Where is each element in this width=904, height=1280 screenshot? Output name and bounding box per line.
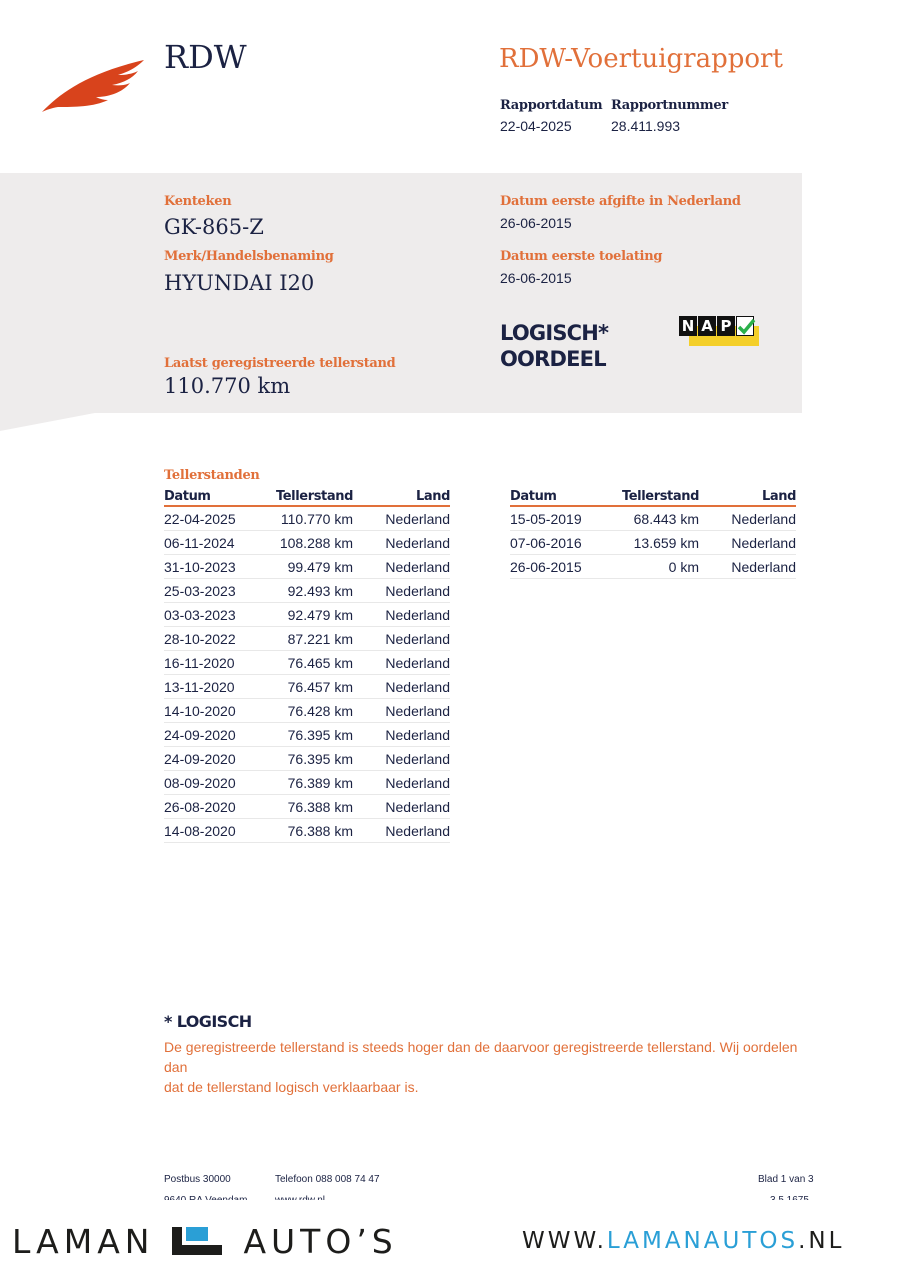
footer-cut-line bbox=[160, 1192, 820, 1200]
table-row bbox=[164, 603, 450, 627]
table-row bbox=[164, 819, 450, 843]
reading-date: 03-03-2023 bbox=[164, 603, 264, 627]
table-row bbox=[164, 555, 450, 579]
reading-odometer: 13.659 km bbox=[610, 531, 699, 555]
reading-date: 13-11-2020 bbox=[164, 675, 264, 699]
reading-odometer: 76.457 km bbox=[264, 675, 353, 699]
reading-country: Nederland bbox=[699, 555, 796, 579]
readings-header-left bbox=[164, 488, 450, 506]
reading-country: Nederland bbox=[353, 723, 450, 747]
reading-odometer: 76.428 km bbox=[264, 699, 353, 723]
reading-country: Nederland bbox=[699, 506, 796, 531]
report-date-value: 22-04-2025 bbox=[500, 118, 572, 134]
reading-country: Nederland bbox=[699, 531, 796, 555]
nap-check-icon bbox=[736, 316, 754, 336]
reading-country: Nederland bbox=[353, 747, 450, 771]
nap-badge bbox=[679, 316, 759, 346]
table-row bbox=[164, 579, 450, 603]
first-nl-label: Datum eerste afgifte in Nederland bbox=[500, 194, 741, 209]
legend-star: * bbox=[164, 1012, 172, 1031]
odometer-label: Laatst geregistreerde tellerstand bbox=[164, 356, 396, 371]
reading-date: 22-04-2025 bbox=[164, 506, 264, 531]
reading-country: Nederland bbox=[353, 627, 450, 651]
table-row bbox=[510, 531, 796, 555]
rdw-wing-icon bbox=[40, 55, 150, 117]
report-number-label: Rapportnummer bbox=[611, 98, 728, 113]
reading-date: 25-03-2023 bbox=[164, 579, 264, 603]
url-prefix: WWW. bbox=[522, 1228, 607, 1254]
reading-odometer: 87.221 km bbox=[264, 627, 353, 651]
table-row bbox=[164, 699, 450, 723]
reading-odometer: 92.479 km bbox=[264, 603, 353, 627]
reading-date: 15-05-2019 bbox=[510, 506, 610, 531]
vehicle-summary-panel bbox=[0, 173, 802, 413]
reading-odometer: 99.479 km bbox=[264, 555, 353, 579]
reading-country: Nederland bbox=[353, 771, 450, 795]
col-odometer: Tellerstand bbox=[610, 488, 699, 506]
reading-date: 16-11-2020 bbox=[164, 651, 264, 675]
nap-letter-n: N bbox=[679, 316, 697, 336]
reading-date: 31-10-2023 bbox=[164, 555, 264, 579]
table-row bbox=[510, 555, 796, 579]
readings-table-right bbox=[510, 488, 796, 579]
make-label: Merk/Handelsbenaming bbox=[164, 249, 334, 264]
footer-phone: Telefoon 088 008 74 47 bbox=[275, 1174, 380, 1185]
table-row bbox=[164, 747, 450, 771]
make-value: HYUNDAI I20 bbox=[164, 271, 315, 295]
table-row bbox=[164, 627, 450, 651]
plate-value: GK-865-Z bbox=[164, 215, 264, 239]
reading-country: Nederland bbox=[353, 579, 450, 603]
reading-country: Nederland bbox=[353, 819, 450, 843]
first-nl-value: 26-06-2015 bbox=[500, 215, 572, 231]
reading-country: Nederland bbox=[353, 506, 450, 531]
table-row bbox=[164, 675, 450, 699]
reading-odometer: 68.443 km bbox=[610, 506, 699, 531]
reading-odometer: 108.288 km bbox=[264, 531, 353, 555]
reading-odometer: 76.395 km bbox=[264, 747, 353, 771]
verdict-line2: OORDEEL bbox=[500, 347, 606, 371]
reading-date: 26-06-2015 bbox=[510, 555, 610, 579]
report-date-label: Rapportdatum bbox=[500, 98, 603, 113]
dealer-logo-part1: LAMAN bbox=[12, 1222, 155, 1261]
rdw-logo bbox=[40, 55, 150, 117]
reading-odometer: 92.493 km bbox=[264, 579, 353, 603]
reading-country: Nederland bbox=[353, 795, 450, 819]
reading-country: Nederland bbox=[353, 603, 450, 627]
nap-letter-a: A bbox=[698, 316, 716, 336]
table-row bbox=[164, 771, 450, 795]
reading-country: Nederland bbox=[353, 531, 450, 555]
dealer-banner bbox=[0, 1200, 904, 1280]
reading-country: Nederland bbox=[353, 651, 450, 675]
table-row bbox=[164, 651, 450, 675]
reading-odometer: 76.389 km bbox=[264, 771, 353, 795]
reading-country: Nederland bbox=[353, 675, 450, 699]
plate-label: Kenteken bbox=[164, 194, 232, 209]
reading-date: 07-06-2016 bbox=[510, 531, 610, 555]
reading-date: 14-10-2020 bbox=[164, 699, 264, 723]
reading-date: 24-09-2020 bbox=[164, 747, 264, 771]
dealer-logo bbox=[12, 1222, 398, 1261]
report-title: RDW-Voertuigrapport bbox=[499, 44, 783, 74]
reading-date: 24-09-2020 bbox=[164, 723, 264, 747]
col-date: Datum bbox=[510, 488, 610, 506]
verdict-line1: LOGISCH* bbox=[500, 321, 609, 345]
odometer-value: 110.770 km bbox=[164, 374, 291, 398]
reading-country: Nederland bbox=[353, 699, 450, 723]
table-row bbox=[164, 531, 450, 555]
reading-odometer: 0 km bbox=[610, 555, 699, 579]
table-row bbox=[164, 506, 450, 531]
col-country: Land bbox=[353, 488, 450, 506]
legend-text-line1: De geregistreerde tellerstand is steeds hoger dan de daarvoor geregistreerde tellerstand. Wij oordelen dan bbox=[164, 1039, 798, 1075]
first-admission-label: Datum eerste toelating bbox=[500, 249, 663, 264]
verdict bbox=[500, 320, 608, 372]
reading-date: 28-10-2022 bbox=[164, 627, 264, 651]
report-number-value: 28.411.993 bbox=[611, 118, 681, 134]
brand-name: RDW bbox=[164, 38, 247, 76]
reading-odometer: 76.395 km bbox=[264, 723, 353, 747]
table-row bbox=[164, 723, 450, 747]
reading-odometer: 110.770 km bbox=[264, 506, 353, 531]
reading-odometer: 76.465 km bbox=[264, 651, 353, 675]
dealer-logo-mark bbox=[172, 1227, 222, 1255]
col-odometer: Tellerstand bbox=[264, 488, 353, 506]
readings-header-right bbox=[510, 488, 796, 506]
url-suffix: .NL bbox=[798, 1228, 845, 1254]
legend-heading bbox=[164, 1012, 252, 1031]
panel-tail bbox=[0, 412, 100, 431]
col-date: Datum bbox=[164, 488, 264, 506]
dealer-logo-part2: AUTO’S bbox=[243, 1222, 398, 1261]
table-row bbox=[164, 795, 450, 819]
table-row bbox=[510, 506, 796, 531]
readings-body-left bbox=[164, 506, 450, 843]
nap-letter-p: P bbox=[717, 316, 735, 336]
readings-body-right bbox=[510, 506, 796, 579]
reading-date: 26-08-2020 bbox=[164, 795, 264, 819]
first-admission-value: 26-06-2015 bbox=[500, 270, 572, 286]
reading-date: 14-08-2020 bbox=[164, 819, 264, 843]
footer-page: Blad 1 van 3 bbox=[758, 1174, 814, 1185]
reading-odometer: 76.388 km bbox=[264, 795, 353, 819]
legend-text bbox=[164, 1037, 824, 1097]
col-country: Land bbox=[699, 488, 796, 506]
reading-country: Nederland bbox=[353, 555, 450, 579]
reading-date: 08-09-2020 bbox=[164, 771, 264, 795]
readings-table-left bbox=[164, 488, 450, 843]
url-domain: LAMANAUTOS bbox=[606, 1228, 799, 1254]
legend-text-line2: dat de tellerstand logisch verklaarbaar is. bbox=[164, 1079, 419, 1095]
reading-date: 06-11-2024 bbox=[164, 531, 264, 555]
footer-postbus: Postbus 30000 bbox=[164, 1174, 231, 1185]
readings-title: Tellerstanden bbox=[164, 468, 260, 483]
dealer-website-link[interactable] bbox=[522, 1228, 844, 1254]
reading-odometer: 76.388 km bbox=[264, 819, 353, 843]
legend-title: LOGISCH bbox=[176, 1012, 252, 1031]
